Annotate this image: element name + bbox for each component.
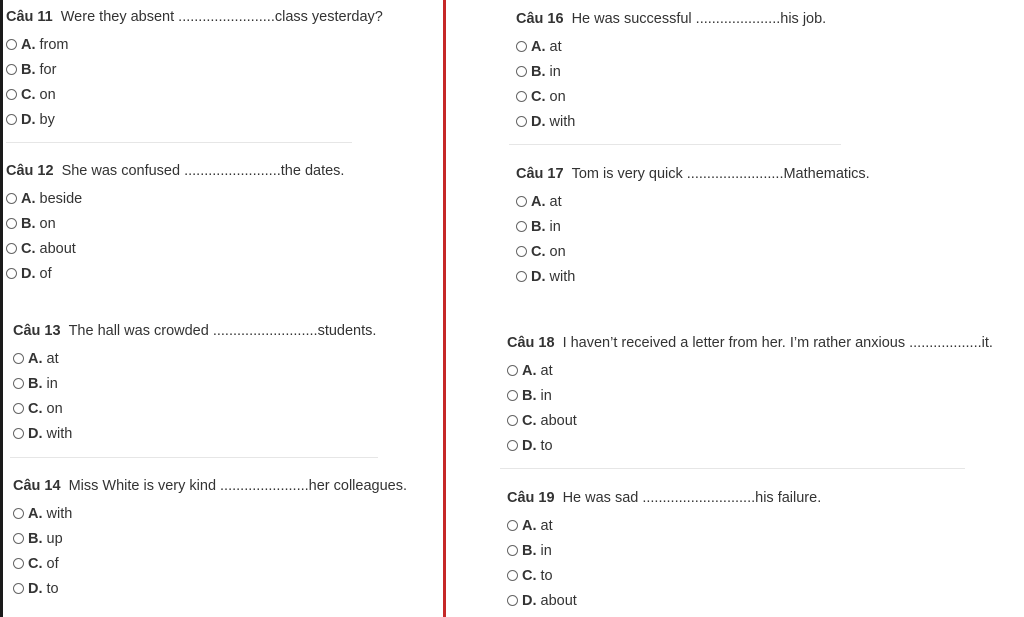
radio-icon[interactable]	[507, 365, 518, 376]
radio-icon[interactable]	[13, 403, 24, 414]
question-number: Câu 11	[6, 9, 53, 25]
radio-icon[interactable]	[507, 595, 518, 606]
separator	[509, 144, 841, 145]
radio-icon[interactable]	[13, 378, 24, 389]
column-divider	[443, 0, 446, 617]
option-c[interactable]: C. to	[507, 564, 821, 589]
radio-icon[interactable]	[516, 116, 527, 127]
option-c[interactable]: C. on	[516, 85, 826, 110]
question-13	[13, 320, 376, 447]
option-b[interactable]: B. in	[507, 539, 821, 564]
question-number: Câu 16	[516, 11, 564, 27]
radio-icon[interactable]	[507, 570, 518, 581]
question-19	[507, 487, 821, 614]
option-a[interactable]: A. at	[516, 190, 870, 215]
radio-icon[interactable]	[516, 196, 527, 207]
option-c[interactable]: C. about	[6, 237, 344, 262]
option-c[interactable]: C. on	[6, 83, 383, 108]
radio-icon[interactable]	[13, 583, 24, 594]
question-number: Câu 14	[13, 478, 61, 494]
question-header	[516, 163, 870, 185]
question-17	[516, 163, 870, 290]
separator	[10, 457, 378, 458]
radio-icon[interactable]	[6, 39, 17, 50]
option-d[interactable]: D. about	[507, 589, 821, 614]
question-number: Câu 12	[6, 163, 54, 179]
radio-icon[interactable]	[507, 440, 518, 451]
radio-icon[interactable]	[13, 353, 24, 364]
question-prompt: I haven’t received a letter from her. I’m rather anxious ..................it.	[562, 335, 993, 351]
question-number: Câu 19	[507, 490, 555, 506]
option-b[interactable]: B. in	[507, 384, 993, 409]
question-prompt: He was sad ............................his failure.	[562, 490, 822, 506]
radio-icon[interactable]	[13, 558, 24, 569]
option-d[interactable]: D. by	[6, 108, 383, 133]
option-a[interactable]: A. at	[516, 35, 826, 60]
radio-icon[interactable]	[516, 91, 527, 102]
question-prompt: The hall was crowded ..........................students.	[68, 323, 377, 339]
radio-icon[interactable]	[13, 428, 24, 439]
radio-icon[interactable]	[516, 66, 527, 77]
question-prompt: Miss White is very kind ......................her colleagues.	[68, 478, 408, 494]
question-11	[6, 6, 383, 133]
radio-icon[interactable]	[6, 268, 17, 279]
question-header	[13, 320, 376, 342]
option-b[interactable]: B. in	[516, 215, 870, 240]
radio-icon[interactable]	[6, 114, 17, 125]
question-16	[516, 8, 826, 135]
option-c[interactable]: C. of	[13, 552, 407, 577]
radio-icon[interactable]	[516, 271, 527, 282]
radio-icon[interactable]	[507, 415, 518, 426]
option-a[interactable]: A. with	[13, 502, 407, 527]
radio-icon[interactable]	[507, 520, 518, 531]
option-b[interactable]: B. on	[6, 212, 344, 237]
option-d[interactable]: D. to	[13, 577, 407, 602]
separator	[500, 468, 965, 469]
option-a[interactable]: A. beside	[6, 187, 344, 212]
option-d[interactable]: D. of	[6, 262, 344, 287]
radio-icon[interactable]	[516, 221, 527, 232]
option-d[interactable]: D. with	[516, 110, 826, 135]
question-prompt: He was successful .....................his job.	[571, 11, 827, 27]
question-14	[13, 475, 407, 602]
question-prompt: Tom is very quick ........................Mathematics.	[571, 166, 870, 182]
radio-icon[interactable]	[6, 64, 17, 75]
option-a[interactable]: A. at	[507, 514, 821, 539]
option-d[interactable]: D. with	[516, 265, 870, 290]
option-b[interactable]: B. in	[13, 372, 376, 397]
radio-icon[interactable]	[516, 41, 527, 52]
question-number: Câu 13	[13, 323, 61, 339]
question-prompt: Were they absent ........................class yesterday?	[60, 9, 383, 25]
option-c[interactable]: C. on	[516, 240, 870, 265]
radio-icon[interactable]	[6, 243, 17, 254]
radio-icon[interactable]	[516, 246, 527, 257]
radio-icon[interactable]	[6, 193, 17, 204]
radio-icon[interactable]	[13, 533, 24, 544]
question-18	[507, 332, 993, 459]
radio-icon[interactable]	[6, 218, 17, 229]
question-header	[516, 8, 826, 30]
radio-icon[interactable]	[6, 89, 17, 100]
option-b[interactable]: B. up	[13, 527, 407, 552]
radio-icon[interactable]	[507, 545, 518, 556]
question-header	[507, 332, 993, 354]
option-a[interactable]: A. from	[6, 33, 383, 58]
question-prompt: She was confused ........................the dates.	[61, 163, 345, 179]
option-c[interactable]: C. on	[13, 397, 376, 422]
option-c[interactable]: C. about	[507, 409, 993, 434]
question-header	[507, 487, 821, 509]
option-a[interactable]: A. at	[507, 359, 993, 384]
option-d[interactable]: D. to	[507, 434, 993, 459]
option-b[interactable]: B. in	[516, 60, 826, 85]
question-12	[6, 160, 344, 287]
question-number: Câu 18	[507, 335, 555, 351]
option-a[interactable]: A. at	[13, 347, 376, 372]
left-border	[0, 0, 3, 617]
radio-icon[interactable]	[13, 508, 24, 519]
option-d[interactable]: D. with	[13, 422, 376, 447]
question-header	[13, 475, 407, 497]
question-header	[6, 6, 383, 28]
separator	[6, 142, 352, 143]
option-b[interactable]: B. for	[6, 58, 383, 83]
question-number: Câu 17	[516, 166, 564, 182]
radio-icon[interactable]	[507, 390, 518, 401]
question-header	[6, 160, 344, 182]
